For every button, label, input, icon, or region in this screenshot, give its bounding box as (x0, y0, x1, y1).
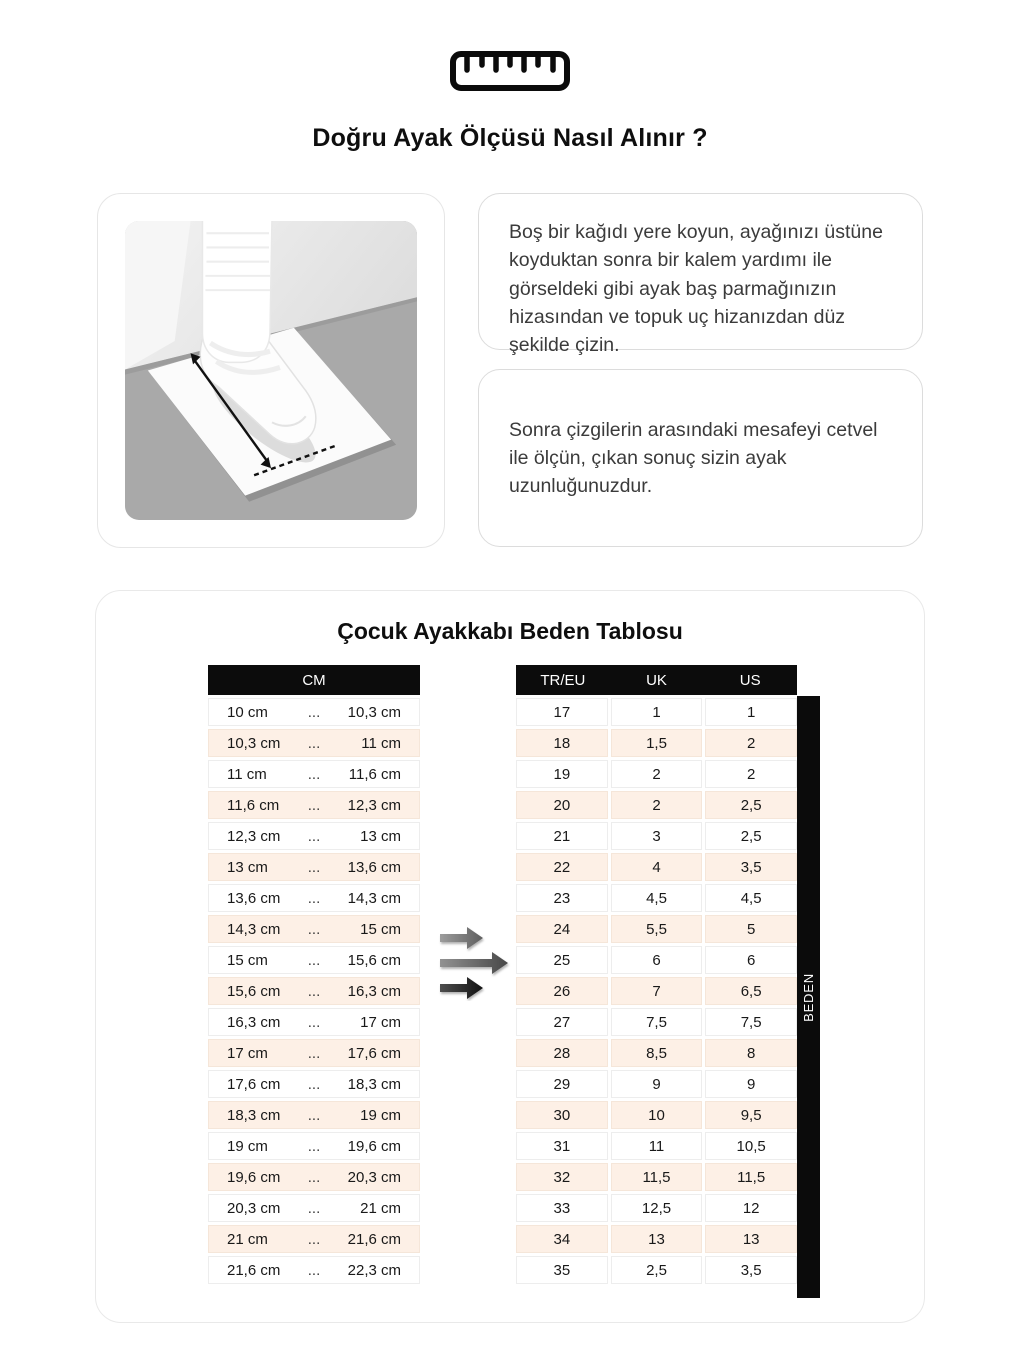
cm-range-to: 11,6 cm (348, 765, 401, 783)
cm-range-to: 19,6 cm (347, 1137, 401, 1155)
cm-table-row (208, 822, 420, 850)
cm-table-row (208, 1256, 420, 1284)
cm-range-from: 12,3 cm (227, 827, 281, 845)
size-cell-uk: 11 (611, 1132, 703, 1160)
cm-range-to: 22,3 cm (347, 1261, 401, 1279)
cm-range-from: 11,6 cm (227, 796, 280, 814)
header-uk: UK (646, 671, 667, 689)
header-us: US (739, 671, 761, 689)
cm-range-from: 11 cm (227, 765, 267, 783)
instruction-text-draw: Boş bir kağıdı yere koyun, ayağınızı üstüne koyduktan sonra bir kalem yardımı ile görseldeki gibi ayak baş parmağınızın hizasından ve topuk uç hizanızdan düz şekilde çizin. (509, 221, 883, 357)
size-cell-us: 2,5 (705, 822, 797, 850)
size-cell-uk: 4,5 (611, 884, 703, 912)
cm-range-separator: ... (307, 920, 321, 938)
cm-range-separator: ... (307, 1044, 321, 1062)
cm-table-body (208, 698, 420, 1284)
cm-range-to: 17 cm (360, 1013, 401, 1031)
size-table-row (516, 853, 797, 881)
size-cell-us: 9,5 (705, 1101, 797, 1129)
size-cell-tr-eu: 22 (516, 853, 608, 881)
size-cell-us: 10,5 (705, 1132, 797, 1160)
double-right-arrows-icon (437, 925, 513, 1006)
cm-range-separator: ... (307, 827, 321, 845)
size-table-header (516, 665, 797, 695)
cm-range-separator: ... (307, 765, 321, 783)
size-table-row (516, 884, 797, 912)
size-table-row (516, 1163, 797, 1191)
size-table-row (516, 1256, 797, 1284)
size-cell-tr-eu: 21 (516, 822, 608, 850)
size-cell-uk: 6 (611, 946, 703, 974)
cm-range-from: 14,3 cm (227, 920, 281, 938)
cm-range-separator: ... (307, 1199, 321, 1217)
cm-range-separator: ... (307, 1013, 321, 1031)
beden-side-bar (797, 696, 820, 1298)
beden-label: BEDEN (801, 972, 817, 1022)
foot-on-paper-illustration (125, 221, 417, 520)
size-cell-us: 2 (705, 760, 797, 788)
size-cell-us: 11,5 (705, 1163, 797, 1191)
cm-range-from: 10 cm (227, 703, 268, 721)
size-cell-tr-eu: 27 (516, 1008, 608, 1036)
cm-header-label: CM (302, 671, 326, 689)
size-table-row (516, 1101, 797, 1129)
ruler-icon (449, 50, 571, 92)
size-cell-us: 2,5 (705, 791, 797, 819)
cm-range-from: 15,6 cm (227, 982, 281, 1000)
cm-table-row (208, 977, 420, 1005)
cm-range-from: 19 cm (227, 1137, 268, 1155)
cm-range-from: 19,6 cm (227, 1168, 281, 1186)
size-cell-tr-eu: 28 (516, 1039, 608, 1067)
size-cell-tr-eu: 19 (516, 760, 608, 788)
size-table-row (516, 1194, 797, 1222)
cm-range-to: 10,3 cm (347, 703, 401, 721)
cm-range-separator: ... (307, 1261, 321, 1279)
size-cell-tr-eu: 34 (516, 1225, 608, 1253)
size-cell-uk: 4 (611, 853, 703, 881)
size-cell-uk: 1,5 (611, 729, 703, 757)
cm-table-row (208, 1194, 420, 1222)
cm-table-row (208, 884, 420, 912)
size-cell-tr-eu: 18 (516, 729, 608, 757)
cm-range-from: 21,6 cm (227, 1261, 281, 1279)
cm-range-separator: ... (307, 1168, 321, 1186)
size-cell-uk: 7,5 (611, 1008, 703, 1036)
cm-range-to: 20,3 cm (347, 1168, 401, 1186)
cm-range-to: 16,3 cm (347, 982, 401, 1000)
size-cell-us: 4,5 (705, 884, 797, 912)
cm-range-to: 15 cm (360, 920, 401, 938)
size-table-row (516, 1008, 797, 1036)
cm-range-from: 16,3 cm (227, 1013, 281, 1031)
size-cell-uk: 1 (611, 698, 703, 726)
cm-range-to: 17,6 cm (347, 1044, 401, 1062)
cm-range-separator: ... (307, 1075, 321, 1093)
size-cell-tr-eu: 17 (516, 698, 608, 726)
cm-range-to: 15,6 cm (347, 951, 401, 969)
cm-range-from: 13 cm (227, 858, 268, 876)
size-cell-uk: 7 (611, 977, 703, 1005)
cm-range-separator: ... (307, 1137, 321, 1155)
size-cell-tr-eu: 20 (516, 791, 608, 819)
size-cell-uk: 9 (611, 1070, 703, 1098)
cm-table-row (208, 1225, 420, 1253)
size-cell-us: 5 (705, 915, 797, 943)
size-cell-uk: 2 (611, 760, 703, 788)
size-cell-tr-eu: 30 (516, 1101, 608, 1129)
cm-range-to: 21,6 cm (347, 1230, 401, 1248)
size-cell-us: 9 (705, 1070, 797, 1098)
cm-range-to: 11 cm (361, 734, 401, 752)
size-table-row (516, 760, 797, 788)
photo-card (97, 193, 445, 548)
page-title: Doğru Ayak Ölçüsü Nasıl Alınır ? (312, 124, 708, 152)
cm-range-separator: ... (307, 858, 321, 876)
size-cell-uk: 13 (611, 1225, 703, 1253)
size-table-section (95, 590, 925, 1323)
instruction-box-measure (478, 369, 923, 547)
size-cell-us: 12 (705, 1194, 797, 1222)
cm-table-row (208, 1101, 420, 1129)
cm-range-separator: ... (307, 734, 321, 752)
cm-table-row (208, 853, 420, 881)
cm-table-row (208, 760, 420, 788)
size-cell-tr-eu: 29 (516, 1070, 608, 1098)
size-table-row (516, 977, 797, 1005)
cm-table-header (208, 665, 420, 695)
size-cell-uk: 10 (611, 1101, 703, 1129)
cm-range-to: 18,3 cm (347, 1075, 401, 1093)
size-table-title: Çocuk Ayakkabı Beden Tablosu (337, 618, 683, 644)
size-cell-us: 3,5 (705, 853, 797, 881)
cm-table-row (208, 915, 420, 943)
cm-range-from: 17,6 cm (227, 1075, 281, 1093)
cm-range-to: 19 cm (360, 1106, 401, 1124)
cm-range-to: 21 cm (360, 1199, 401, 1217)
cm-table (208, 665, 420, 1287)
cm-table-row (208, 791, 420, 819)
cm-range-from: 13,6 cm (227, 889, 281, 907)
size-cell-us: 3,5 (705, 1256, 797, 1284)
size-cell-uk: 5,5 (611, 915, 703, 943)
size-cell-tr-eu: 23 (516, 884, 608, 912)
cm-range-from: 18,3 cm (227, 1106, 281, 1124)
size-table-body (516, 698, 797, 1284)
cm-table-row (208, 1008, 420, 1036)
size-cell-uk: 11,5 (611, 1163, 703, 1191)
cm-range-to: 13 cm (360, 827, 401, 845)
cm-range-to: 13,6 cm (347, 858, 401, 876)
size-cell-tr-eu: 24 (516, 915, 608, 943)
cm-range-to: 14,3 cm (347, 889, 401, 907)
size-table-row (516, 822, 797, 850)
cm-range-separator: ... (307, 1230, 321, 1248)
cm-table-row (208, 1070, 420, 1098)
size-cell-tr-eu: 33 (516, 1194, 608, 1222)
cm-table-row (208, 1039, 420, 1067)
cm-table-row (208, 729, 420, 757)
size-cell-us: 7,5 (705, 1008, 797, 1036)
size-table-row (516, 1132, 797, 1160)
size-cell-us: 13 (705, 1225, 797, 1253)
size-cell-uk: 2 (611, 791, 703, 819)
size-cell-us: 6,5 (705, 977, 797, 1005)
cm-table-row (208, 1132, 420, 1160)
size-table-row (516, 1039, 797, 1067)
cm-range-separator: ... (307, 982, 321, 1000)
header-tr-eu: TR/EU (540, 671, 586, 689)
instruction-box-draw (478, 193, 923, 357)
foot-measurement-photo (125, 221, 417, 520)
cm-range-separator: ... (307, 951, 321, 969)
size-table-row (516, 791, 797, 819)
size-cell-uk: 2,5 (611, 1256, 703, 1284)
size-cell-uk: 8,5 (611, 1039, 703, 1067)
cm-range-from: 21 cm (227, 1230, 268, 1248)
size-cell-tr-eu: 35 (516, 1256, 608, 1284)
cm-range-separator: ... (307, 703, 321, 721)
cm-range-from: 17 cm (227, 1044, 268, 1062)
size-cell-tr-eu: 32 (516, 1163, 608, 1191)
size-table-row (516, 1225, 797, 1253)
instruction-text-measure: Sonra çizgilerin arasındaki mesafeyi cetvel ile ölçün, çıkan sonuç sizin ayak uzunluğunuzdur. (509, 418, 878, 498)
size-table-row (516, 946, 797, 974)
size-cell-us: 8 (705, 1039, 797, 1067)
size-cell-us: 6 (705, 946, 797, 974)
cm-range-from: 10,3 cm (227, 734, 281, 752)
size-cell-tr-eu: 31 (516, 1132, 608, 1160)
size-table-row (516, 729, 797, 757)
cm-range-separator: ... (307, 796, 321, 814)
size-cell-us: 2 (705, 729, 797, 757)
size-cell-us: 1 (705, 698, 797, 726)
size-cell-uk: 12,5 (611, 1194, 703, 1222)
cm-range-from: 15 cm (227, 951, 268, 969)
size-table-row (516, 915, 797, 943)
size-cell-tr-eu: 26 (516, 977, 608, 1005)
header-icon-wrap (0, 50, 1020, 92)
size-table-row (516, 698, 797, 726)
cm-range-separator: ... (307, 889, 321, 907)
size-cell-uk: 3 (611, 822, 703, 850)
cm-range-to: 12,3 cm (347, 796, 401, 814)
size-table-row (516, 1070, 797, 1098)
cm-table-row (208, 1163, 420, 1191)
cm-range-separator: ... (307, 1106, 321, 1124)
cm-table-row (208, 698, 420, 726)
cm-range-from: 20,3 cm (227, 1199, 281, 1217)
international-size-table (516, 665, 797, 1287)
size-cell-tr-eu: 25 (516, 946, 608, 974)
cm-table-row (208, 946, 420, 974)
